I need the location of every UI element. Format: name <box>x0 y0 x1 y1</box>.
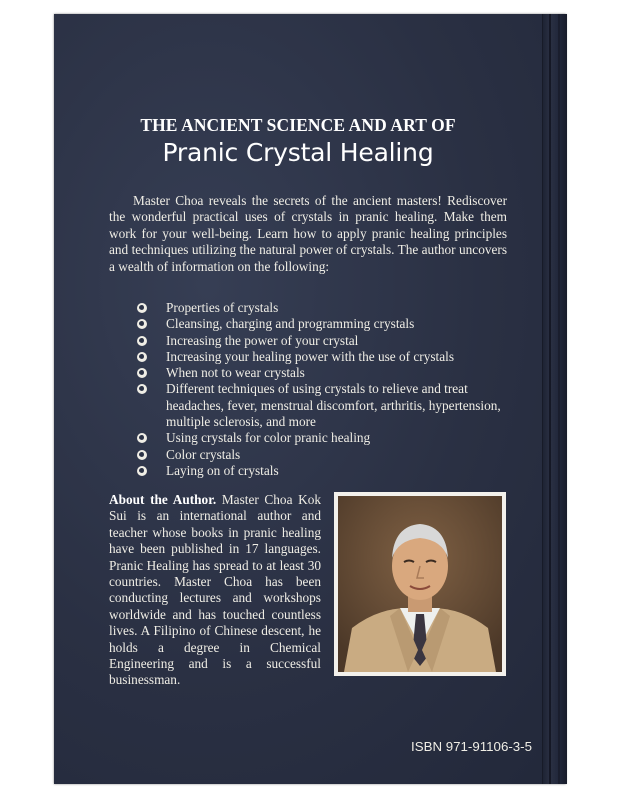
list-item <box>136 381 512 430</box>
bullet-icon <box>137 352 147 362</box>
bullet-icon <box>137 303 147 313</box>
list-item-text: Using crystals for color pranic healing <box>166 430 371 446</box>
book-back-cover <box>54 14 566 784</box>
spine-groove <box>549 14 551 784</box>
author-portrait-svg <box>338 496 502 672</box>
bullet-icon <box>137 368 147 378</box>
list-item-text: Cleansing, charging and programming crystals <box>166 316 415 332</box>
about-text: Master Choa Kok Sui is an international author and teacher whose books in pranic healing have been published in 17 languages. Pranic Healing has spread to at least 30 countries. Master Choa has been conducting lectures and workshops worldwide and has touched countless lives. A Filipino of Chinese descent, he holds a degree in Chemical Engineering and is a successful businessman. <box>109 492 321 688</box>
list-item-text: Increasing your healing power with the use of crystals <box>166 348 455 364</box>
list-item <box>136 349 512 365</box>
about-author <box>109 492 321 689</box>
topics-list <box>136 300 512 479</box>
about-heading: About the Author. <box>109 492 217 507</box>
list-item <box>136 316 512 332</box>
list-item-text: Laying on of crystals <box>166 462 279 478</box>
book-spine <box>542 14 567 784</box>
bullet-icon <box>137 450 147 460</box>
list-item <box>136 430 512 446</box>
author-photo-frame <box>334 492 506 676</box>
author-portrait-icon <box>338 496 502 672</box>
cover-title: Pranic Crystal Healing <box>162 138 434 167</box>
list-item <box>136 463 512 479</box>
list-item <box>136 365 512 381</box>
spine-groove <box>558 14 560 784</box>
bullet-icon <box>137 466 147 476</box>
intro-paragraph: Master Choa reveals the secrets of the ancient masters! Rediscover the wonderful practical uses of crystals in pranic healing. Make them work for your well-being. Learn how to apply pranic healing principles and techniques utilizing the natural power of crystals. The author uncovers a wealth of information on the following: <box>109 193 507 274</box>
isbn-number: ISBN 971-91106-3-5 <box>411 739 532 754</box>
list-item-text: Properties of crystals <box>166 300 279 315</box>
cover-subtitle: THE ANCIENT SCIENCE AND ART OF <box>140 115 456 135</box>
list-item-text: Increasing the power of your crystal <box>166 332 359 348</box>
list-item-text: Different techniques of using crystals to relieve and treat headaches, fever, menstrual discomfort, arthritis, hypertension, multiple sclerosis, and more <box>166 381 501 430</box>
list-item <box>136 300 512 316</box>
list-item <box>136 333 512 349</box>
list-item-text: When not to wear crystals <box>166 365 305 381</box>
list-item-text: Color crystals <box>166 446 241 462</box>
list-item <box>136 447 512 463</box>
bullet-icon <box>137 384 147 394</box>
bullet-icon <box>137 336 147 346</box>
bullet-icon <box>137 433 147 443</box>
bullet-icon <box>137 319 147 329</box>
